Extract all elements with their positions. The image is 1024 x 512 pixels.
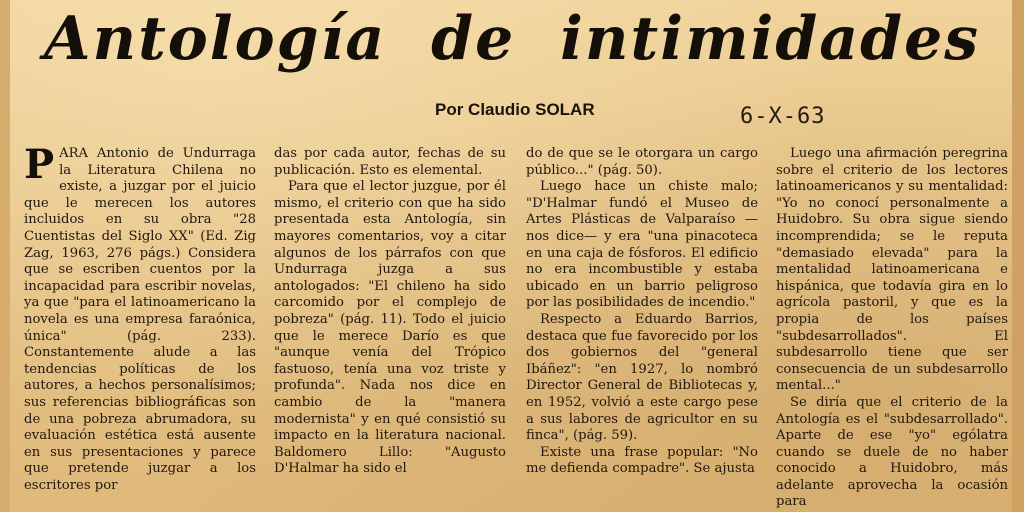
paragraph: das por cada autor, fechas de su publicación. Esto es elemental.: [274, 146, 506, 178]
paragraph: Luego hace un chiste malo; "D'Halmar fundó el Museo de Artes Plásticas de Valparaíso —nos dice— y era "una pinacoteca en una caja de fósforos. El edificio no era incombustible y estaba ubicado en un barrio peligroso por las posibilidades de incendio.": [526, 179, 758, 311]
paragraph: Para que el lector juzgue, por él mismo, el criterio con que ha sido presentada esta Antología, sin mayores comentarios, voy a citar algunos de los párrafos con que Undurraga juzga a sus antologados: "El chileno ha sido carcomido por el complejo de pobreza" (pág. 11). Todo el juicio que le merece Darío es que "aunque venía del Trópico fastuoso, tenía una voz triste y profunda". Nada nos dice en cambio de la "manera modernista" y en qué consistió su impacto en la literatura nacional. Baldomero Lillo: "Augusto D'Halmar ha sido el: [274, 179, 506, 477]
article-column-4: [776, 146, 1008, 512]
paragraph: Respecto a Eduardo Barrios, destaca que fue favorecido por los dos gobiernos del "general Ibáñez": "en 1927, lo nombró Director General de Bibliotecas y, en 1952, volvió a este cargo pese a sus labores de agricultor en su finca", (pág. 59).: [526, 311, 758, 444]
paragraph: Se diría que el criterio de la Antología es el "subdesarrollado". Aparte de ese "yo" ególatra cuando se duele de no haber conocido a Huidobro, más adelante aprovecha la ocasión para: [776, 394, 1008, 510]
article-column-2: [274, 146, 506, 512]
drop-cap: P: [24, 146, 55, 188]
handwritten-date: 6-X-63: [740, 104, 826, 129]
paragraph: Luego una afirmación peregrina sobre el criterio de los lectores latinoamericanos y su mentalidad: "Yo no conocí personalmente a Huidobro. Su obra sigue siendo incomprendida; se le reputa "demasiado elevada" para la mentalidad latinoamericana e hispánica, que todavía gira en lo agrícola pastoril, y que es la propia de los países "subdesarrollados". El subdesarrollo tiene que ser consecuencia de un subdesarrollo mental...": [776, 146, 1008, 394]
paragraph-text: ARA Antonio de Undurraga la Literatura Chilena no existe, a juzgar por el juicio que le merecen los autores incluidos en su obra "28 Cuentistas del Siglo XX" (Ed. Zig Zag, 1963, 276 págs.) Considera que se escriben cuentos por la incapacidad para escribir novelas, ya que "para el latinoamericano la novela es una empresa faraónica, única" (pág. 233). Constantemente alude a las tendencias políticas de los autores, a hechos personalísimos; sus referencias bibliográficas son de una pobreza abrumadora, su evaluación estética está ausente en sus presentaciones y parece que pretende juzgar a los escritores por: [24, 146, 256, 493]
article-column-3: [526, 146, 758, 512]
article-column-1: [24, 146, 256, 512]
article-headline: Antología de intimidades: [43, 4, 981, 74]
paragraph: do de que se le otorgara un cargo público..." (pág. 50).: [526, 146, 758, 178]
clipping-right-edge: [1012, 0, 1024, 512]
article-byline: Por Claudio SOLAR: [435, 100, 595, 119]
clipping-left-edge: [0, 0, 10, 512]
paragraph: [24, 146, 256, 494]
paragraph: Existe una frase popular: "No me defienda compadre". Se ajusta: [526, 444, 758, 477]
article-body: [24, 146, 1012, 512]
